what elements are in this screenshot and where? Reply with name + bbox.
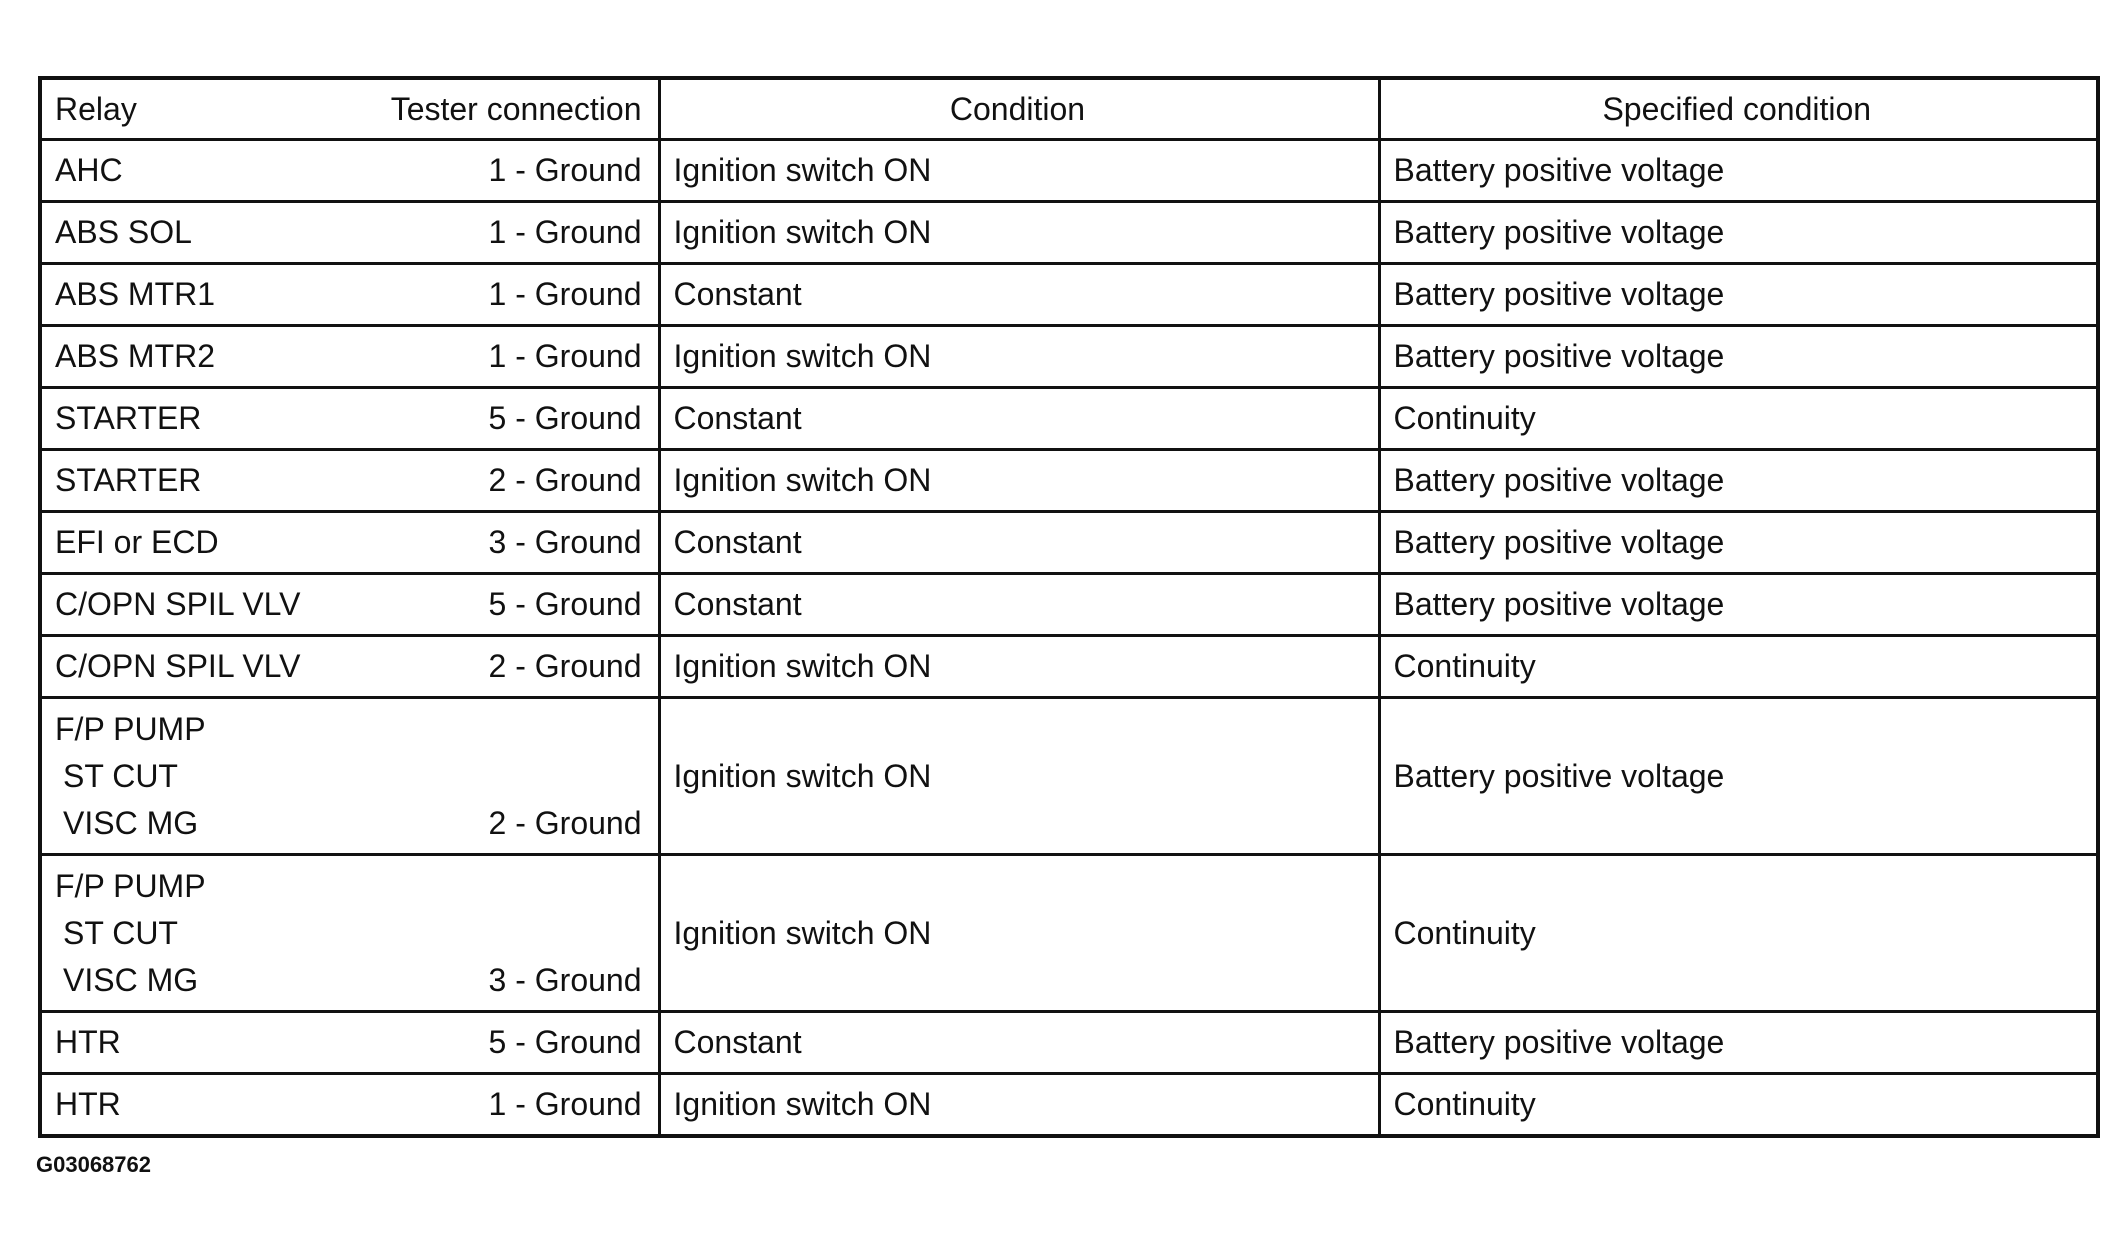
relay-name: C/OPN SPIL VLV	[55, 648, 301, 684]
condition-cell: Ignition switch ON	[659, 326, 1379, 388]
condition-cell: Constant	[659, 388, 1379, 450]
relay-name: ST CUT	[63, 914, 178, 951]
relay-inspection-table	[38, 76, 2100, 1138]
table-row	[40, 140, 2098, 202]
table-row	[40, 698, 2098, 855]
relay-name: F/P PUMP	[55, 710, 206, 747]
table-body	[40, 140, 2098, 1137]
condition-cell: Ignition switch ON	[659, 698, 1379, 855]
condition-cell: Constant	[659, 1012, 1379, 1074]
header-specified-condition: Specified condition	[1379, 78, 2098, 140]
tester-connection: 2 - Ground	[488, 462, 642, 498]
condition-cell: Ignition switch ON	[659, 636, 1379, 698]
relay-tester-cell	[40, 388, 659, 450]
specified-condition-cell: Continuity	[1379, 388, 2098, 450]
condition-cell: Constant	[659, 512, 1379, 574]
specified-condition-cell: Continuity	[1379, 1074, 2098, 1137]
relay-tester-cell	[40, 855, 659, 1012]
tester-connection: 2 - Ground	[488, 648, 642, 684]
tester-connection: 1 - Ground	[488, 1086, 642, 1122]
relay-tester-cell	[40, 574, 659, 636]
relay-tester-cell	[40, 264, 659, 326]
table-row	[40, 202, 2098, 264]
tester-connection: 5 - Ground	[488, 1024, 642, 1060]
header-condition: Condition	[659, 78, 1379, 140]
table-row	[40, 574, 2098, 636]
table-row	[40, 450, 2098, 512]
specified-condition-cell: Battery positive voltage	[1379, 202, 2098, 264]
relay-name: STARTER	[55, 462, 202, 498]
relay-name: HTR	[55, 1024, 121, 1060]
relay-name: EFI or ECD	[55, 524, 219, 560]
relay-tester-cell	[40, 450, 659, 512]
specified-condition-cell: Continuity	[1379, 855, 2098, 1012]
condition-cell: Ignition switch ON	[659, 450, 1379, 512]
relay-name: VISC MG	[63, 961, 199, 998]
condition-cell: Ignition switch ON	[659, 202, 1379, 264]
tester-connection: 3 - Ground	[488, 524, 642, 560]
relay-tester-cell	[40, 326, 659, 388]
tester-connection: 1 - Ground	[488, 214, 642, 250]
table-row	[40, 326, 2098, 388]
figure-code: G03068762	[36, 1152, 151, 1177]
relay-name: AHC	[55, 152, 123, 188]
specified-condition-cell: Battery positive voltage	[1379, 512, 2098, 574]
condition-cell: Ignition switch ON	[659, 1074, 1379, 1137]
header-relay: Relay	[55, 90, 137, 127]
specified-condition-cell: Battery positive voltage	[1379, 326, 2098, 388]
relay-name: ABS MTR2	[55, 338, 216, 374]
relay-name: F/P PUMP	[55, 867, 206, 904]
specified-condition-cell: Battery positive voltage	[1379, 450, 2098, 512]
relay-name: HTR	[55, 1086, 121, 1122]
relay-tester-cell	[40, 1012, 659, 1074]
tester-connection: 1 - Ground	[488, 152, 642, 188]
tester-connection: 5 - Ground	[488, 586, 642, 622]
relay-name: VISC MG	[63, 804, 199, 841]
header-relay-tester	[40, 78, 659, 140]
relay-name: ST CUT	[63, 757, 178, 794]
relay-tester-cell	[40, 140, 659, 202]
table-row	[40, 1012, 2098, 1074]
table-row	[40, 855, 2098, 1012]
condition-cell: Constant	[659, 264, 1379, 326]
relay-tester-cell	[40, 698, 659, 855]
tester-connection: 1 - Ground	[488, 276, 642, 312]
header-row	[40, 78, 2098, 140]
table-row	[40, 388, 2098, 450]
table-row	[40, 512, 2098, 574]
table-row	[40, 636, 2098, 698]
condition-cell: Ignition switch ON	[659, 855, 1379, 1012]
relay-tester-cell	[40, 512, 659, 574]
specified-condition-cell: Battery positive voltage	[1379, 1012, 2098, 1074]
relay-name: ABS MTR1	[55, 276, 216, 312]
relay-name: ABS SOL	[55, 214, 192, 250]
relay-tester-cell	[40, 636, 659, 698]
header-tester-connection: Tester connection	[390, 90, 642, 127]
table-row	[40, 264, 2098, 326]
relay-tester-cell	[40, 1074, 659, 1137]
condition-cell: Ignition switch ON	[659, 140, 1379, 202]
relay-tester-cell	[40, 202, 659, 264]
specified-condition-cell: Battery positive voltage	[1379, 264, 2098, 326]
specified-condition-cell: Battery positive voltage	[1379, 698, 2098, 855]
specified-condition-cell: Continuity	[1379, 636, 2098, 698]
table-row	[40, 1074, 2098, 1137]
tester-connection: 1 - Ground	[488, 338, 642, 374]
relay-name: STARTER	[55, 400, 202, 436]
specified-condition-cell: Battery positive voltage	[1379, 140, 2098, 202]
tester-connection: 2 - Ground	[488, 804, 642, 841]
tester-connection: 3 - Ground	[488, 961, 642, 998]
condition-cell: Constant	[659, 574, 1379, 636]
specified-condition-cell: Battery positive voltage	[1379, 574, 2098, 636]
tester-connection: 5 - Ground	[488, 400, 642, 436]
relay-name: C/OPN SPIL VLV	[55, 586, 301, 622]
